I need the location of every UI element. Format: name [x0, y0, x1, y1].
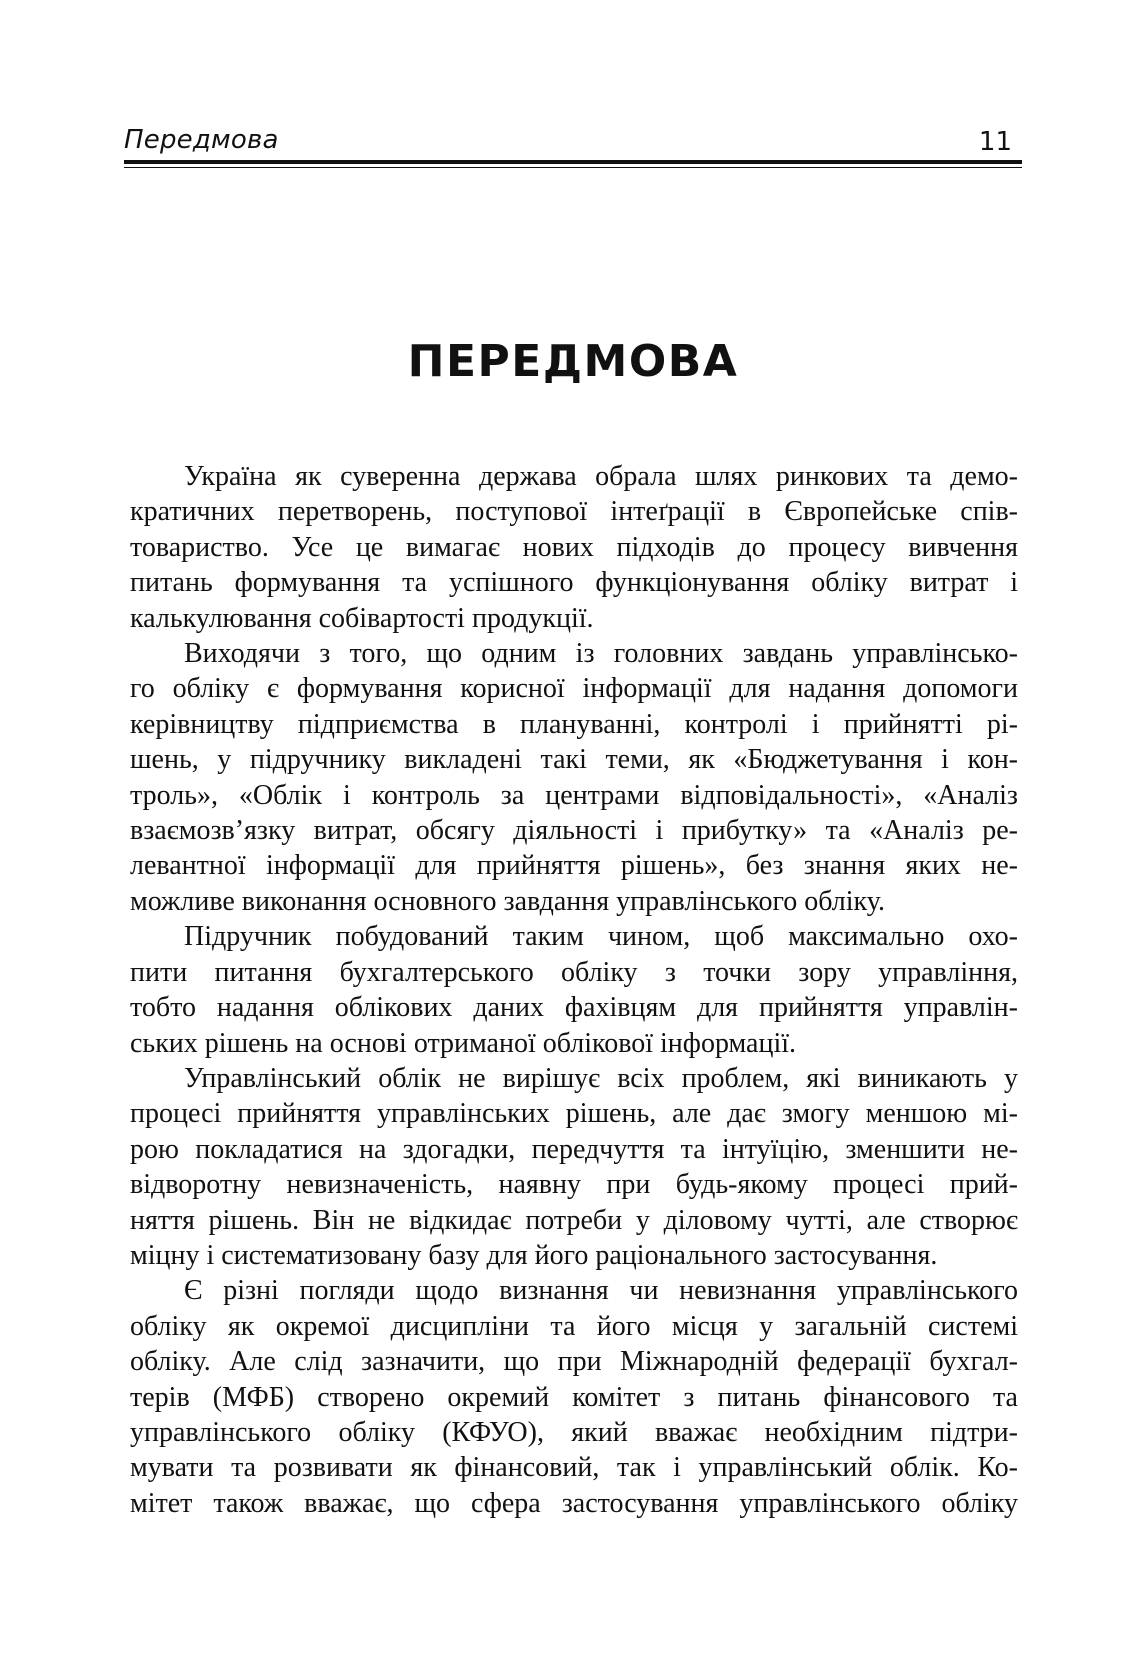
- text-line: товариство. Усе це вимагає нових підходів до процесу вивчення: [130, 531, 1018, 563]
- running-header-section: Передмова: [124, 125, 279, 155]
- text-line: взаємозв’язку витрат, обсягу діяльності і прибутку» та «Аналіз ре-: [130, 815, 1018, 847]
- text-line: кратичних перетворень, поступової інтеґрації в Європейське спів-: [130, 496, 1018, 528]
- text-line: Є різні погляди щодо визнання чи невизнання управлінського: [184, 1275, 1018, 1307]
- text-line: питань формування та успішного функціонування обліку витрат і: [130, 567, 1018, 599]
- text-line: шень, у підручнику викладені такі теми, як «Бюджетування і кон-: [130, 744, 1018, 776]
- text-line: пити питання бухгалтерського обліку з точки зору управління,: [130, 956, 1018, 988]
- text-line: обліку як окремої дисципліни та його місця у загальній системі: [130, 1310, 1018, 1342]
- header-rule-thin: [124, 167, 1022, 168]
- text-line: рою покладатися на здогадки, передчуття та інтуїцію, зменшити не-: [130, 1133, 1018, 1165]
- text-line: троль», «Облік і контроль за центрами відповідальності», «Аналіз: [130, 779, 1018, 811]
- paragraph: [130, 1273, 1018, 1521]
- running-header: [124, 124, 1022, 158]
- text-line: калькулювання собівартості продукції.: [130, 602, 594, 634]
- paragraph: [130, 459, 1018, 636]
- text-line: Підручник побудований таким чином, щоб максимально охо-: [184, 921, 1018, 953]
- text-line: міцну і систематизовану базу для його раціонального застосування.: [130, 1239, 938, 1271]
- paragraph: [130, 919, 1018, 1061]
- text-line: обліку. Але слід зазначити, що при Міжнародній федерації бухгал-: [130, 1346, 1018, 1378]
- text-line: го обліку є формування корисної інформації для надання допомоги: [130, 673, 1018, 705]
- text-line: терів (МФБ) створено окремий комітет з питань фінансового та: [130, 1381, 1018, 1413]
- body-text: [130, 459, 1018, 1521]
- text-line: мувати та розвивати як фінансовий, так і управлінський облік. Ко-: [130, 1452, 1018, 1484]
- header-rule-thick: [124, 160, 1022, 164]
- text-line: левантної інформації для прийняття рішень», без знання яких не-: [130, 850, 1018, 882]
- page-number: 11: [978, 127, 1012, 157]
- text-line: Україна як суверенна держава обрала шлях ринкових та демо-: [184, 461, 1018, 492]
- text-line: процесі прийняття управлінських рішень, але дає змогу меншою мі-: [130, 1098, 1018, 1130]
- paragraph: [130, 1061, 1018, 1273]
- text-line: ських рішень на основі отриманої облікової інформації.: [130, 1027, 797, 1059]
- text-line: мітет також вважає, що сфера застосування управлінського обліку: [130, 1487, 1018, 1519]
- text-line: відворотну невизначеність, наявну при будь-якому процесі прий-: [130, 1169, 1018, 1201]
- text-line: Управлінський облік не вирішує всіх проблем, які виникають у: [184, 1062, 1018, 1094]
- text-line: управлінського обліку (КФУО), який вважає необхідним підтри-: [130, 1416, 1018, 1448]
- text-line: тобто надання облікових даних фахівцям для прийняття управлін-: [130, 992, 1018, 1024]
- text-line: Виходячи з того, що одним із головних завдань управлінсько-: [184, 638, 1018, 670]
- text-line: керівництву підприємства в плануванні, контролі і прийнятті рі-: [130, 708, 1018, 740]
- text-line: няття рішень. Він не відкидає потреби у діловому чутті, але створює: [130, 1204, 1018, 1236]
- text-line: можливе виконання основного завдання управлінського обліку.: [130, 885, 885, 917]
- chapter-title: ПЕРЕДМОВА: [407, 336, 739, 387]
- paragraph: [130, 636, 1018, 919]
